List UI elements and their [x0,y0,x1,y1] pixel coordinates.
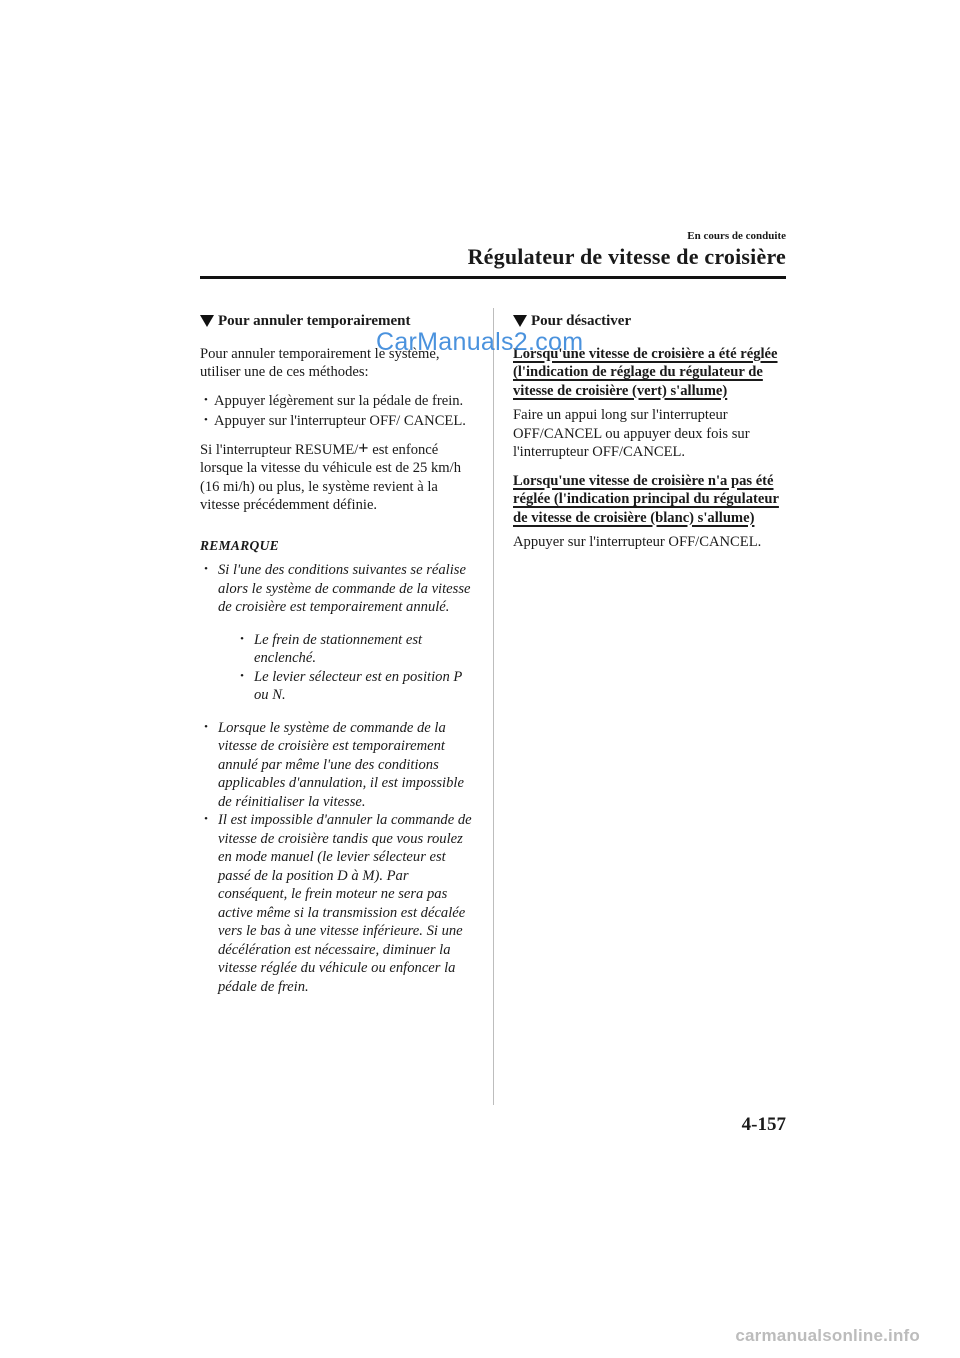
left-column [200,312,480,1006]
plus-icon: + [358,437,369,458]
triangle-down-icon [513,315,527,327]
note-block [200,561,480,996]
note-subitem: • Le levier sélecteur est en position P ou N. [218,668,480,705]
triangle-down-icon [200,315,214,327]
note-item [200,561,480,705]
intro-paragraph: Pour annuler temporairement le système, utiliser une de ces méthodes: [200,345,440,380]
paragraph: Faire un appui long sur l'interrupteur OFF/CANCEL ou appuyer deux fois sur l'interrupteur OFF/CANCEL. [513,407,750,460]
header-rule [200,276,786,279]
watermark: CarManuals2.com [376,328,584,356]
note-item: • Lorsque le système de commande de la vitesse de croisière est temporairement annulé par même l'une des conditions applicables d'annulation, il est impossible de réinitialiser la vitesse. [200,719,480,812]
heading-text: Pour désactiver [531,313,632,329]
footer-watermark: carmanualsonline.info [735,1326,920,1345]
resume-text-end: est enfoncé lorsque la vitesse du véhicule est de 25 km/h (16 mi/h) ou plus, le système revient à la vitesse précédemment définie. [200,441,462,513]
list-item: • Appuyer sur l'interrupteur OFF/ CANCEL. [200,412,480,431]
page-title: Régulateur de vitesse de croisière [467,244,786,269]
resume-text-start: Si l'interrupteur RESUME/ [200,441,359,458]
list-item: • Appuyer légèrement sur la pédale de frein. [200,392,480,411]
column-divider [493,308,494,1105]
heading-text: Pour annuler temporairement [218,313,411,329]
note-subitem: • Le frein de stationnement est enclenché. [218,631,480,668]
note-sublist [218,631,480,705]
note-title: REMARQUE [200,537,279,553]
resume-paragraph [200,437,480,515]
page-number: 4-157 [741,1114,786,1135]
subheading-speed-set: Lorsqu'une vitesse de croisière a été réglée (l'indication de réglage du régulateur de vitesse de croisière (vert) s'allume) [513,345,778,399]
note-item: • Il est impossible d'annuler la commande de vitesse de croisière tandis que vous roulez en mode manuel (le levier sélecteur est passé de la position D à M). Par conséquent, le frein moteur ne sera pas active même si la transmission est décalée vers le bas à une vitesse inférieure. Si une décélération est nécessaire, diminuer la vitesse réglée du véhicule ou enfoncer la pédale de frein. [200,811,480,996]
methods-list [200,392,480,431]
note-list [200,561,480,996]
paragraph: Appuyer sur l'interrupteur OFF/CANCEL. [513,534,762,550]
section-label: En cours de conduite [687,230,786,242]
note-text: Si l'une des conditions suivantes se réalise alors le système de commande de la vitesse de croisière est temporairement annulé. [218,562,471,615]
subheading-speed-not-set: Lorsqu'une vitesse de croisière n'a pas été réglée (l'indication principal du régulateur de vitesse de croisière (blanc) s'allume) [513,472,779,526]
